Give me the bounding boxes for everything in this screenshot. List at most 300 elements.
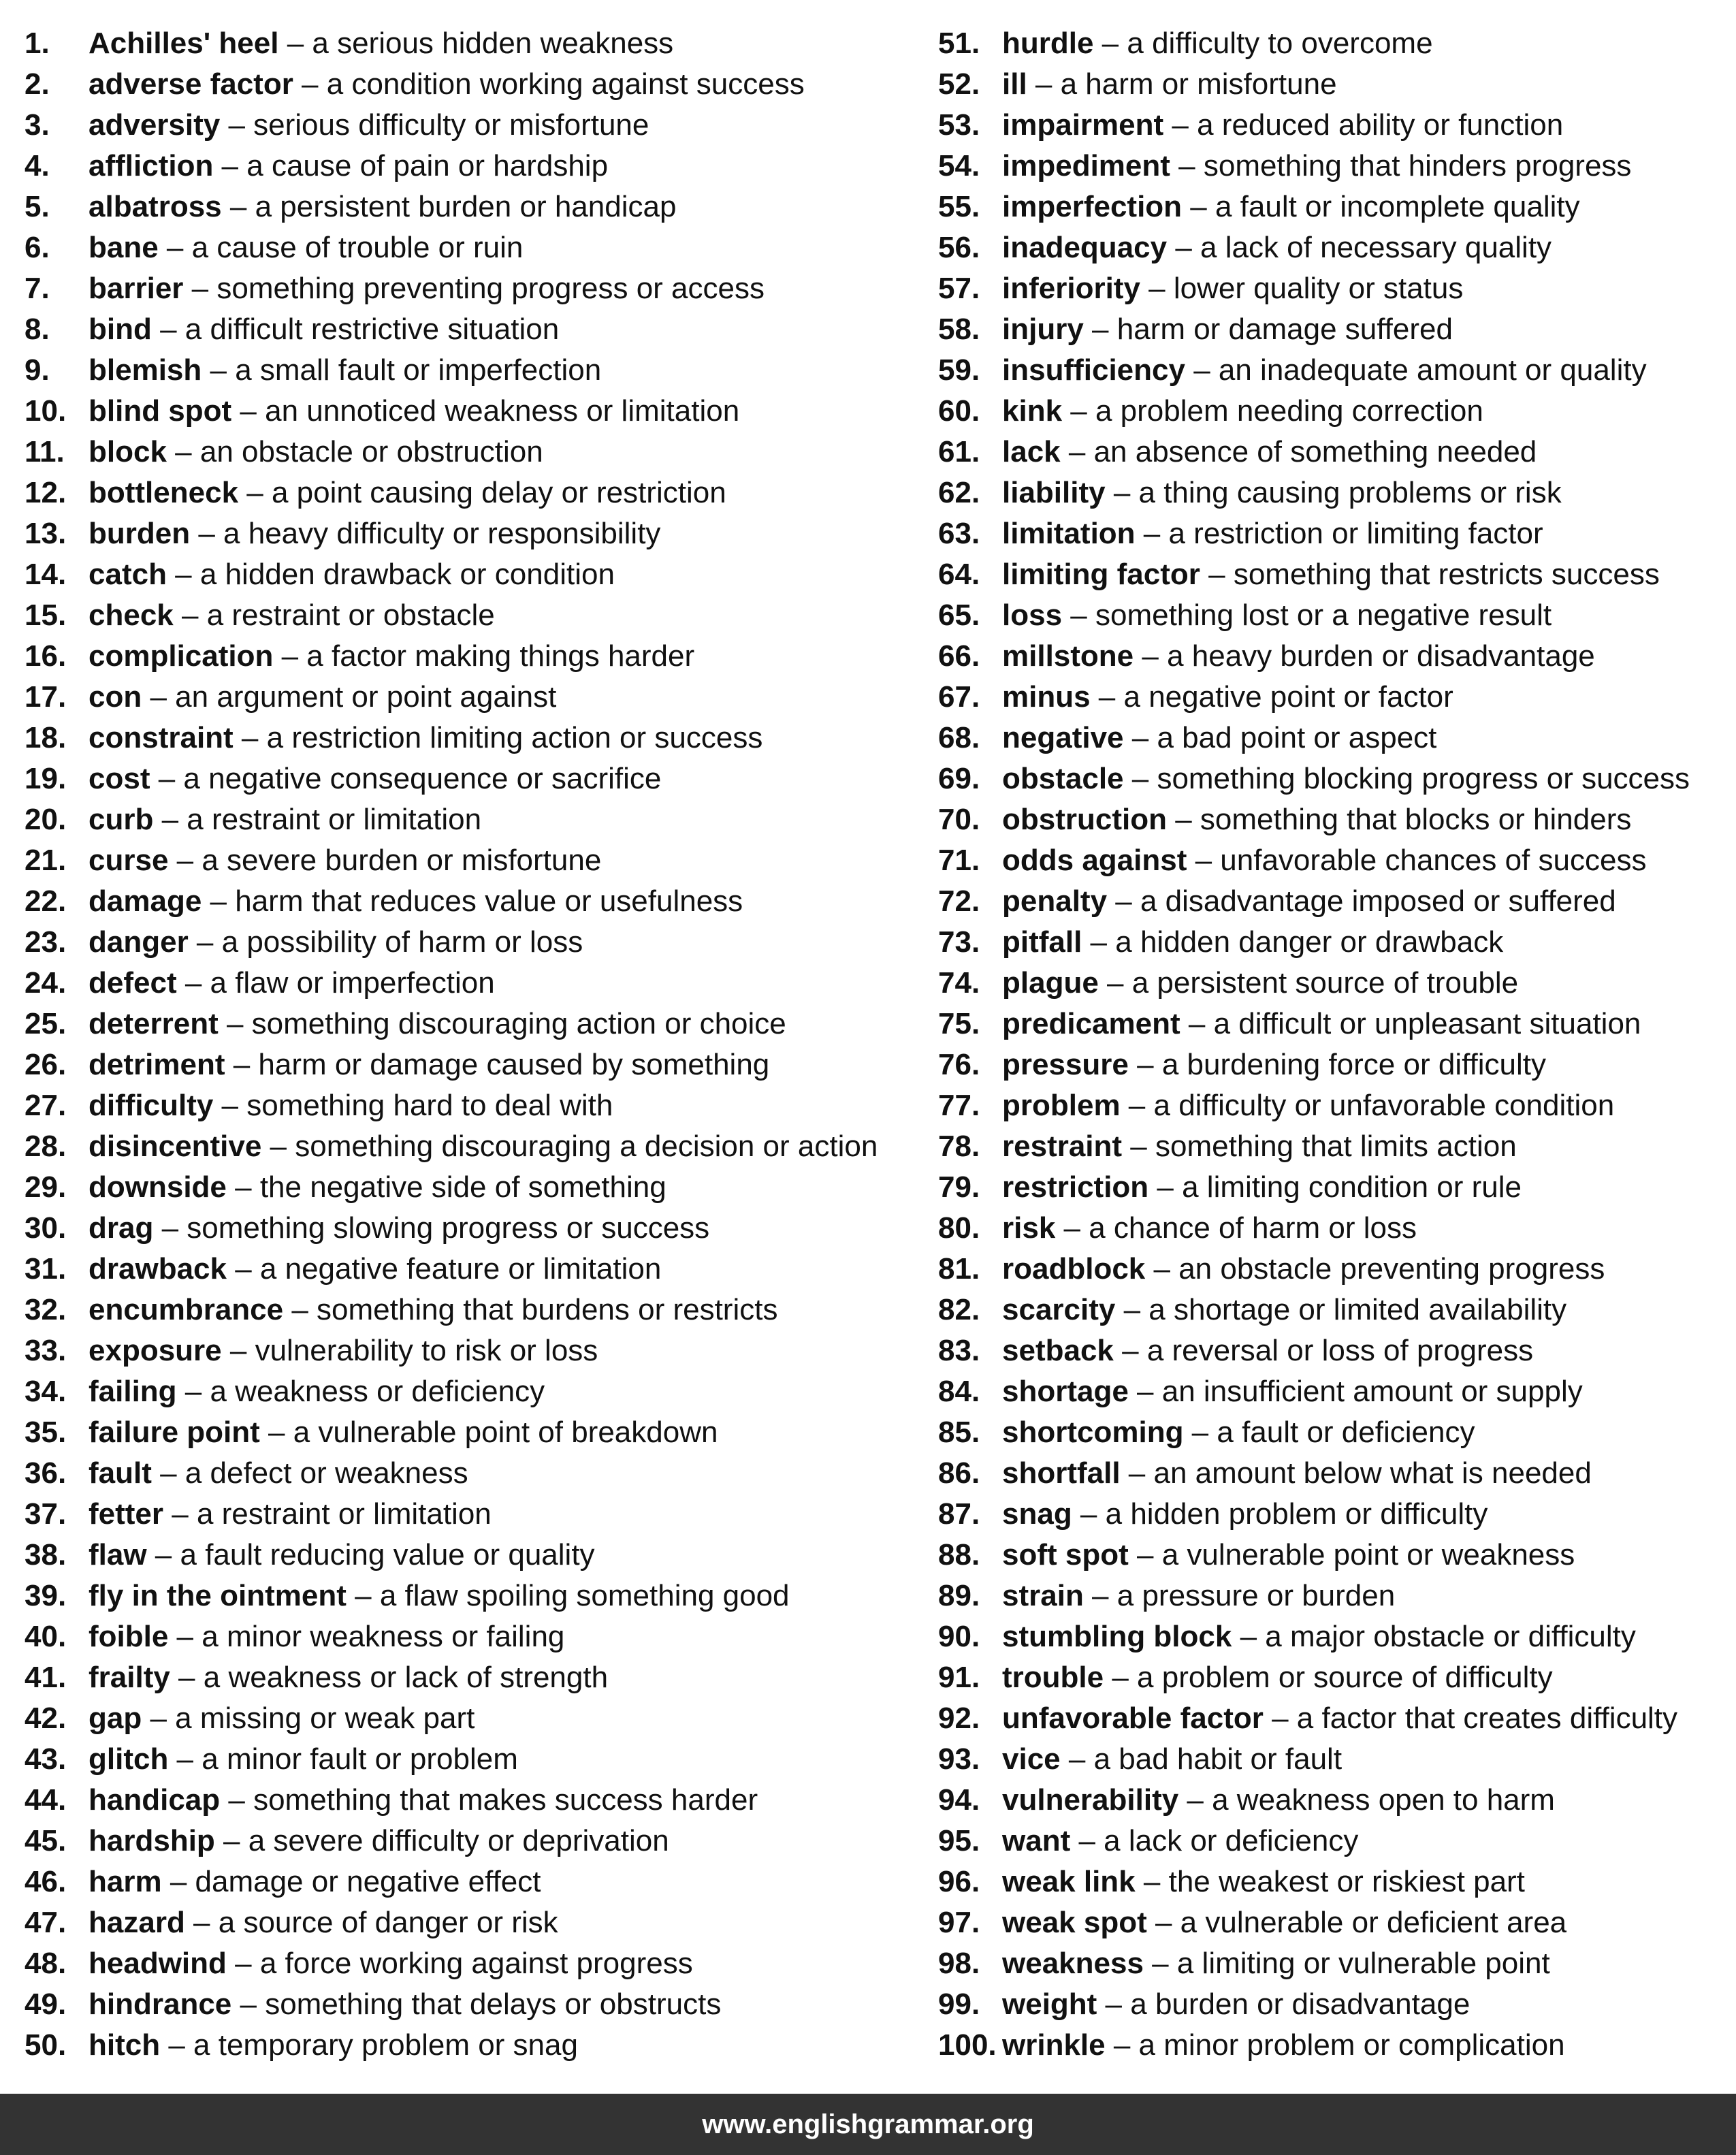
item-number: 3. bbox=[25, 108, 50, 142]
item-definition: something discouraging action or choice bbox=[251, 1007, 786, 1040]
item-number: 25. bbox=[25, 1007, 67, 1040]
item-separator: – bbox=[1166, 803, 1200, 836]
item-definition: a fault or incomplete quality bbox=[1215, 190, 1580, 223]
word-list-left-column bbox=[25, 23, 910, 2066]
item-separator: – bbox=[1105, 476, 1139, 509]
item-number: 60. bbox=[938, 394, 980, 428]
item-separator: – bbox=[1123, 762, 1157, 795]
item-term: defect bbox=[89, 966, 177, 1000]
item-number: 78. bbox=[938, 1130, 980, 1163]
item-separator: – bbox=[346, 1579, 380, 1612]
item-definition: a reduced ability or function bbox=[1197, 108, 1564, 142]
item-separator: – bbox=[1178, 1783, 1212, 1817]
item-separator: – bbox=[1072, 1497, 1106, 1531]
list-item bbox=[938, 1126, 1721, 1167]
item-number: 68. bbox=[938, 721, 980, 754]
item-number: 13. bbox=[25, 517, 67, 550]
item-separator: – bbox=[226, 1170, 260, 1204]
item-number: 82. bbox=[938, 1293, 980, 1326]
item-term: blemish bbox=[89, 353, 202, 387]
item-term: minus bbox=[1002, 680, 1091, 714]
item-term: shortcoming bbox=[1002, 1416, 1184, 1449]
item-number: 42. bbox=[25, 1702, 67, 1735]
item-term: limiting factor bbox=[1002, 558, 1200, 591]
item-definition: harm or damage suffered bbox=[1116, 313, 1453, 346]
item-term: ill bbox=[1002, 67, 1027, 101]
item-definition: a flaw or imperfection bbox=[210, 966, 495, 1000]
item-definition: a shortage or limited availability bbox=[1148, 1293, 1567, 1326]
item-separator: – bbox=[168, 1620, 202, 1653]
item-separator: – bbox=[233, 721, 267, 754]
item-term: bind bbox=[89, 313, 152, 346]
list-item bbox=[25, 391, 910, 432]
item-separator: – bbox=[142, 680, 176, 714]
item-separator: – bbox=[1090, 680, 1124, 714]
item-separator: – bbox=[1123, 721, 1157, 754]
list-item bbox=[938, 146, 1721, 187]
item-separator: – bbox=[1128, 1538, 1162, 1571]
item-number: 5. bbox=[25, 190, 50, 223]
item-number: 66. bbox=[938, 639, 980, 673]
item-definition: a minor weakness or failing bbox=[202, 1620, 565, 1653]
item-definition: a persistent source of trouble bbox=[1131, 966, 1519, 1000]
item-separator: – bbox=[1135, 517, 1169, 550]
item-term: hitch bbox=[89, 2028, 161, 2062]
item-separator: – bbox=[1120, 1089, 1154, 1122]
list-item bbox=[938, 554, 1721, 595]
list-item bbox=[938, 636, 1721, 677]
item-definition: a restriction limiting action or success bbox=[266, 721, 763, 754]
item-definition: unfavorable chances of success bbox=[1220, 844, 1647, 877]
item-term: drag bbox=[89, 1211, 154, 1245]
item-number: 40. bbox=[25, 1620, 67, 1653]
item-separator: – bbox=[1163, 108, 1197, 142]
item-number: 22. bbox=[25, 884, 67, 918]
item-term: kink bbox=[1002, 394, 1063, 428]
item-term: barrier bbox=[89, 272, 184, 305]
item-definition: something that makes success harder bbox=[253, 1783, 758, 1817]
item-separator: – bbox=[1263, 1702, 1297, 1735]
list-item bbox=[25, 554, 910, 595]
item-number: 77. bbox=[938, 1089, 980, 1122]
item-term: frailty bbox=[89, 1661, 170, 1694]
item-separator: – bbox=[1097, 1988, 1131, 2021]
item-definition: a pressure or burden bbox=[1116, 1579, 1396, 1612]
item-separator: – bbox=[226, 1947, 260, 1980]
item-definition: a problem or source of difficulty bbox=[1137, 1661, 1553, 1694]
item-separator: – bbox=[1062, 598, 1095, 632]
item-definition: a severe burden or misfortune bbox=[202, 844, 602, 877]
word-list-right-column bbox=[938, 23, 1721, 2066]
item-term: millstone bbox=[1002, 639, 1134, 673]
item-number: 81. bbox=[938, 1252, 980, 1286]
item-number: 63. bbox=[938, 517, 980, 550]
list-item bbox=[938, 718, 1721, 759]
list-item bbox=[938, 677, 1721, 718]
item-definition: a persistent burden or handicap bbox=[255, 190, 677, 223]
item-term: hurdle bbox=[1002, 27, 1094, 60]
item-term: albatross bbox=[89, 190, 222, 223]
item-separator: – bbox=[1185, 353, 1219, 387]
list-item bbox=[938, 963, 1721, 1004]
item-definition: a fault or deficiency bbox=[1217, 1416, 1475, 1449]
item-term: curb bbox=[89, 803, 154, 836]
list-item bbox=[25, 513, 910, 554]
item-separator: – bbox=[1027, 67, 1061, 101]
item-definition: something that limits action bbox=[1155, 1130, 1517, 1163]
list-item bbox=[938, 1412, 1721, 1453]
item-definition: a restraint or obstacle bbox=[206, 598, 495, 632]
item-term: wrinkle bbox=[1002, 2028, 1106, 2062]
list-item bbox=[25, 309, 910, 350]
item-definition: a limiting condition or rule bbox=[1182, 1170, 1522, 1204]
item-term: handicap bbox=[89, 1783, 221, 1817]
item-number: 73. bbox=[938, 925, 980, 959]
item-separator: – bbox=[1183, 1416, 1217, 1449]
item-term: check bbox=[89, 598, 174, 632]
list-item bbox=[25, 1126, 910, 1167]
item-definition: something slowing progress or success bbox=[187, 1211, 710, 1245]
item-definition: the negative side of something bbox=[259, 1170, 666, 1204]
item-separator: – bbox=[188, 925, 222, 959]
item-term: pitfall bbox=[1002, 925, 1082, 959]
item-term: shortage bbox=[1002, 1375, 1129, 1408]
item-separator: – bbox=[166, 435, 200, 468]
item-separator: – bbox=[213, 1089, 247, 1122]
item-term: strain bbox=[1002, 1579, 1084, 1612]
item-term: restriction bbox=[1002, 1170, 1149, 1204]
list-item bbox=[25, 1004, 910, 1044]
item-separator: – bbox=[176, 1375, 210, 1408]
item-separator: – bbox=[184, 1906, 219, 1939]
item-number: 21. bbox=[25, 844, 67, 877]
item-number: 69. bbox=[938, 762, 980, 795]
list-item bbox=[938, 1085, 1721, 1126]
list-item bbox=[938, 1739, 1721, 1780]
item-number: 47. bbox=[25, 1906, 67, 1939]
item-definition: a negative point or factor bbox=[1123, 680, 1453, 714]
item-definition: a thing causing problems or risk bbox=[1138, 476, 1562, 509]
item-definition: a negative consequence or sacrifice bbox=[183, 762, 662, 795]
item-number: 50. bbox=[25, 2028, 67, 2062]
list-item bbox=[25, 759, 910, 799]
item-separator: – bbox=[1107, 884, 1140, 918]
item-term: hindrance bbox=[89, 1988, 232, 2021]
item-separator: – bbox=[1115, 1293, 1149, 1326]
list-item bbox=[25, 1290, 910, 1330]
item-definition: harm or damage caused by something bbox=[258, 1048, 770, 1081]
list-item bbox=[938, 1371, 1721, 1412]
item-separator: – bbox=[1122, 1130, 1155, 1163]
list-item bbox=[25, 1698, 910, 1739]
item-definition: an argument or point against bbox=[175, 680, 557, 714]
list-item bbox=[938, 1984, 1721, 2025]
item-definition: something that burdens or restricts bbox=[317, 1293, 778, 1326]
item-definition: a flaw spoiling something good bbox=[379, 1579, 790, 1612]
list-item bbox=[25, 881, 910, 922]
item-number: 100. bbox=[938, 2028, 997, 2062]
item-definition: a minor problem or complication bbox=[1138, 2028, 1565, 2062]
item-definition: a lack or deficiency bbox=[1104, 1824, 1359, 1857]
item-number: 51. bbox=[938, 27, 980, 60]
item-term: plague bbox=[1002, 966, 1099, 1000]
list-item bbox=[25, 473, 910, 513]
list-item bbox=[938, 1453, 1721, 1494]
item-number: 28. bbox=[25, 1130, 67, 1163]
list-item bbox=[938, 2025, 1721, 2066]
item-separator: – bbox=[151, 1456, 185, 1490]
item-term: inferiority bbox=[1002, 272, 1140, 305]
item-term: vice bbox=[1002, 1742, 1061, 1776]
list-item bbox=[25, 1249, 910, 1290]
item-separator: – bbox=[163, 1497, 197, 1531]
item-separator: – bbox=[1060, 435, 1094, 468]
item-number: 83. bbox=[938, 1334, 980, 1367]
item-term: con bbox=[89, 680, 142, 714]
item-number: 44. bbox=[25, 1783, 67, 1817]
item-separator: – bbox=[202, 353, 236, 387]
item-definition: a defect or weakness bbox=[184, 1456, 468, 1490]
item-number: 27. bbox=[25, 1089, 67, 1122]
item-term: weakness bbox=[1002, 1947, 1144, 1980]
item-number: 49. bbox=[25, 1988, 67, 2021]
list-item bbox=[25, 1044, 910, 1085]
item-number: 59. bbox=[938, 353, 980, 387]
footer-website-url[interactable]: www.englishgrammar.org bbox=[702, 2109, 1034, 2139]
list-item bbox=[25, 636, 910, 677]
list-item bbox=[938, 1576, 1721, 1616]
item-number: 7. bbox=[25, 272, 50, 305]
item-number: 62. bbox=[938, 476, 980, 509]
item-definition: a condition working against success bbox=[326, 67, 805, 101]
list-item bbox=[25, 1821, 910, 1862]
list-item bbox=[25, 1453, 910, 1494]
item-definition: something preventing progress or access bbox=[216, 272, 765, 305]
item-definition: a missing or weak part bbox=[175, 1702, 475, 1735]
list-item bbox=[938, 227, 1721, 268]
item-term: limitation bbox=[1002, 517, 1136, 550]
item-number: 31. bbox=[25, 1252, 67, 1286]
item-number: 46. bbox=[25, 1865, 67, 1898]
item-definition: the weakest or riskiest part bbox=[1168, 1865, 1525, 1898]
item-separator: – bbox=[231, 1988, 266, 2021]
item-term: failing bbox=[89, 1375, 177, 1408]
item-number: 93. bbox=[938, 1742, 980, 1776]
item-separator: – bbox=[1128, 1048, 1162, 1081]
item-number: 80. bbox=[938, 1211, 980, 1245]
item-separator: – bbox=[202, 884, 236, 918]
item-definition: a bad habit or fault bbox=[1093, 1742, 1343, 1776]
item-number: 32. bbox=[25, 1293, 67, 1326]
item-term: imperfection bbox=[1002, 190, 1183, 223]
item-term: unfavorable factor bbox=[1002, 1702, 1264, 1735]
item-term: foible bbox=[89, 1620, 169, 1653]
item-number: 79. bbox=[938, 1170, 980, 1204]
list-item bbox=[25, 1494, 910, 1535]
item-separator: – bbox=[1105, 2028, 1139, 2062]
item-separator: – bbox=[168, 1742, 202, 1776]
item-separator: – bbox=[1093, 27, 1127, 60]
item-definition: something discouraging a decision or action bbox=[295, 1130, 878, 1163]
item-definition: a bad point or aspect bbox=[1157, 721, 1437, 754]
list-item bbox=[938, 1249, 1721, 1290]
list-item bbox=[938, 1862, 1721, 1902]
item-definition: a heavy difficulty or responsibility bbox=[223, 517, 661, 550]
item-number: 23. bbox=[25, 925, 67, 959]
item-term: cost bbox=[89, 762, 150, 795]
item-term: shortfall bbox=[1002, 1456, 1121, 1490]
item-separator: – bbox=[151, 313, 185, 346]
item-definition: serious difficulty or misfortune bbox=[253, 108, 649, 142]
item-term: stumbling block bbox=[1002, 1620, 1232, 1653]
item-separator: – bbox=[1170, 149, 1204, 182]
item-definition: a restraint or limitation bbox=[196, 1497, 492, 1531]
item-number: 12. bbox=[25, 476, 67, 509]
list-item bbox=[25, 187, 910, 227]
item-number: 41. bbox=[25, 1661, 67, 1694]
item-separator: – bbox=[225, 1048, 259, 1081]
item-separator: – bbox=[168, 844, 202, 877]
item-number: 71. bbox=[938, 844, 980, 877]
item-separator: – bbox=[173, 598, 207, 632]
item-term: fly in the ointment bbox=[89, 1579, 347, 1612]
item-definition: an amount below what is needed bbox=[1153, 1456, 1592, 1490]
list-item bbox=[938, 922, 1721, 963]
item-term: detriment bbox=[89, 1048, 225, 1081]
item-number: 96. bbox=[938, 1865, 980, 1898]
item-term: negative bbox=[1002, 721, 1124, 754]
item-term: obstacle bbox=[1002, 762, 1124, 795]
item-definition: a major obstacle or difficulty bbox=[1265, 1620, 1636, 1653]
item-separator: – bbox=[1083, 313, 1117, 346]
item-definition: a vulnerable point or weakness bbox=[1161, 1538, 1575, 1571]
item-term: scarcity bbox=[1002, 1293, 1116, 1326]
item-separator: – bbox=[176, 966, 210, 1000]
item-term: impediment bbox=[1002, 149, 1170, 182]
list-item bbox=[25, 1902, 910, 1943]
list-item bbox=[938, 309, 1721, 350]
list-item bbox=[938, 1821, 1721, 1862]
item-term: odds against bbox=[1002, 844, 1187, 877]
list-item bbox=[938, 1330, 1721, 1371]
item-term: setback bbox=[1002, 1334, 1114, 1367]
list-item bbox=[938, 840, 1721, 881]
item-term: burden bbox=[89, 517, 191, 550]
list-item bbox=[938, 799, 1721, 840]
list-item bbox=[25, 677, 910, 718]
item-number: 89. bbox=[938, 1579, 980, 1612]
list-item bbox=[25, 227, 910, 268]
item-separator: – bbox=[238, 476, 272, 509]
item-definition: something blocking progress or success bbox=[1157, 762, 1690, 795]
item-separator: – bbox=[1182, 190, 1215, 223]
item-definition: lower quality or status bbox=[1173, 272, 1464, 305]
item-term: injury bbox=[1002, 313, 1084, 346]
item-number: 11. bbox=[25, 435, 65, 468]
item-number: 85. bbox=[938, 1416, 980, 1449]
item-term: roadblock bbox=[1002, 1252, 1146, 1286]
item-term: curse bbox=[89, 844, 169, 877]
item-definition: a negative feature or limitation bbox=[259, 1252, 662, 1286]
item-term: insufficiency bbox=[1002, 353, 1185, 387]
item-separator: – bbox=[1104, 1661, 1138, 1694]
list-item bbox=[25, 1330, 910, 1371]
item-term: want bbox=[1002, 1824, 1071, 1857]
item-separator: – bbox=[1055, 1211, 1089, 1245]
item-definition: a harm or misfortune bbox=[1060, 67, 1337, 101]
list-item bbox=[25, 1739, 910, 1780]
item-number: 95. bbox=[938, 1824, 980, 1857]
item-number: 36. bbox=[25, 1456, 67, 1490]
item-definition: a serious hidden weakness bbox=[312, 27, 674, 60]
list-item bbox=[25, 268, 910, 309]
item-definition: an insufficient amount or supply bbox=[1161, 1375, 1583, 1408]
item-definition: an obstacle preventing progress bbox=[1178, 1252, 1605, 1286]
item-term: harm bbox=[89, 1865, 162, 1898]
item-definition: a factor that creates difficulty bbox=[1296, 1702, 1678, 1735]
item-definition: a difficulty to overcome bbox=[1127, 27, 1433, 60]
item-term: problem bbox=[1002, 1089, 1121, 1122]
item-number: 91. bbox=[938, 1661, 980, 1694]
item-term: impairment bbox=[1002, 108, 1164, 142]
item-definition: a possibility of harm or loss bbox=[221, 925, 583, 959]
list-item bbox=[938, 1004, 1721, 1044]
list-item bbox=[25, 64, 910, 105]
item-definition: a temporary problem or snag bbox=[193, 2028, 578, 2062]
item-term: trouble bbox=[1002, 1661, 1104, 1694]
item-number: 15. bbox=[25, 598, 67, 632]
item-separator: – bbox=[1128, 1375, 1162, 1408]
item-separator: – bbox=[183, 272, 217, 305]
list-item bbox=[938, 1044, 1721, 1085]
item-separator: – bbox=[220, 1783, 254, 1817]
item-definition: a burdening force or difficulty bbox=[1161, 1048, 1546, 1081]
item-definition: something that hinders progress bbox=[1203, 149, 1632, 182]
item-definition: a severe difficulty or deprivation bbox=[248, 1824, 669, 1857]
item-definition: a problem needing correction bbox=[1095, 394, 1483, 428]
item-term: liability bbox=[1002, 476, 1106, 509]
item-definition: a weakness or lack of strength bbox=[203, 1661, 609, 1694]
item-definition: a cause of pain or hardship bbox=[246, 149, 609, 182]
item-definition: an obstacle or obstruction bbox=[199, 435, 543, 468]
item-separator: – bbox=[218, 1007, 252, 1040]
item-term: lack bbox=[1002, 435, 1061, 468]
item-term: restraint bbox=[1002, 1130, 1123, 1163]
item-separator: – bbox=[1167, 231, 1201, 264]
item-separator: – bbox=[190, 517, 224, 550]
item-separator: – bbox=[261, 1130, 295, 1163]
item-separator: – bbox=[231, 394, 266, 428]
item-number: 67. bbox=[938, 680, 980, 714]
item-number: 10. bbox=[25, 394, 67, 428]
item-number: 98. bbox=[938, 1947, 980, 1980]
item-number: 55. bbox=[938, 190, 980, 223]
item-number: 16. bbox=[25, 639, 67, 673]
item-term: exposure bbox=[89, 1334, 222, 1367]
item-term: blind spot bbox=[89, 394, 232, 428]
item-number: 17. bbox=[25, 680, 67, 714]
item-definition: a vulnerable point of breakdown bbox=[293, 1416, 718, 1449]
item-separator: – bbox=[221, 190, 255, 223]
item-number: 58. bbox=[938, 313, 980, 346]
list-item bbox=[938, 1535, 1721, 1576]
item-separator: – bbox=[1143, 1947, 1177, 1980]
item-definition: a chance of harm or loss bbox=[1089, 1211, 1417, 1245]
item-number: 20. bbox=[25, 803, 67, 836]
list-item bbox=[25, 1167, 910, 1208]
list-item bbox=[938, 105, 1721, 146]
list-item bbox=[25, 1208, 910, 1249]
